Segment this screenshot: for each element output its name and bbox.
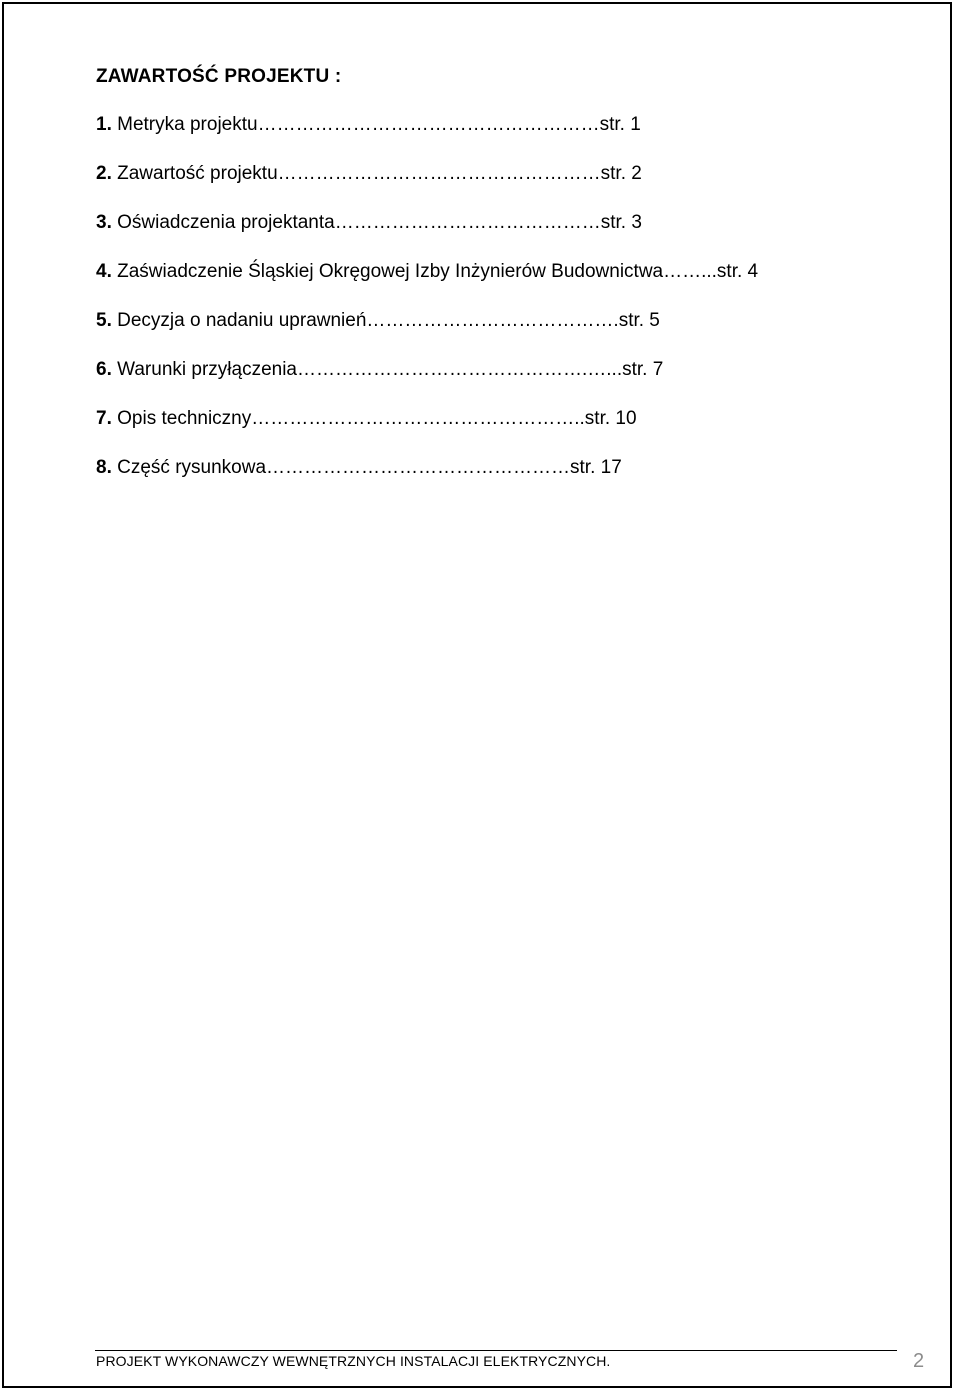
toc-entry-number: 3. — [96, 212, 112, 233]
footer-divider — [95, 1350, 897, 1351]
toc-list — [96, 114, 758, 506]
footer-text: PROJEKT WYKONAWCZY WEWNĘTRZNYCH INSTALACJI ELEKTRYCZNYCH. — [96, 1353, 611, 1369]
page-number: 2 — [913, 1350, 925, 1372]
toc-entry-number: 6. — [96, 359, 112, 380]
toc-entry — [96, 310, 758, 359]
toc-entry-number: 7. — [96, 408, 112, 429]
toc-entry-text: Metryka projektu………………………………………………str. 1 — [111, 114, 641, 135]
toc-entry-number: 5. — [96, 310, 112, 331]
toc-entry — [96, 212, 758, 261]
toc-entry — [96, 163, 758, 212]
toc-entry-number: 1. — [96, 114, 112, 135]
toc-entry-number: 4. — [96, 261, 112, 282]
toc-entry — [96, 114, 758, 163]
toc-entry — [96, 261, 758, 310]
toc-entry-text: Zawartość projektu……………………………………………str. 2 — [111, 163, 642, 184]
toc-entry-text: Oświadczenia projektanta……………………………………str. 3 — [111, 212, 642, 233]
toc-title: ZAWARTOŚĆ PROJEKTU : — [96, 66, 342, 87]
toc-entry-number: 8. — [96, 457, 112, 478]
toc-entry-text: Zaświadczenie Śląskiej Okręgowej Izby Inżynierów Budownictwa……...str. 4 — [111, 261, 759, 282]
toc-entry — [96, 359, 758, 408]
toc-entry — [96, 457, 758, 506]
toc-entry-number: 2. — [96, 163, 112, 184]
toc-entry-text: Decyzja o nadaniu uprawnień………………………………….str. 5 — [111, 310, 660, 331]
toc-entry-text: Część rysunkowa…………………………………………str. 17 — [111, 457, 622, 478]
toc-entry-text: Warunki przyłączenia……………………………………….…...str. 7 — [111, 359, 664, 380]
toc-entry-text: Opis techniczny……………………………………………..str. 10 — [111, 408, 637, 429]
toc-entry — [96, 408, 758, 457]
